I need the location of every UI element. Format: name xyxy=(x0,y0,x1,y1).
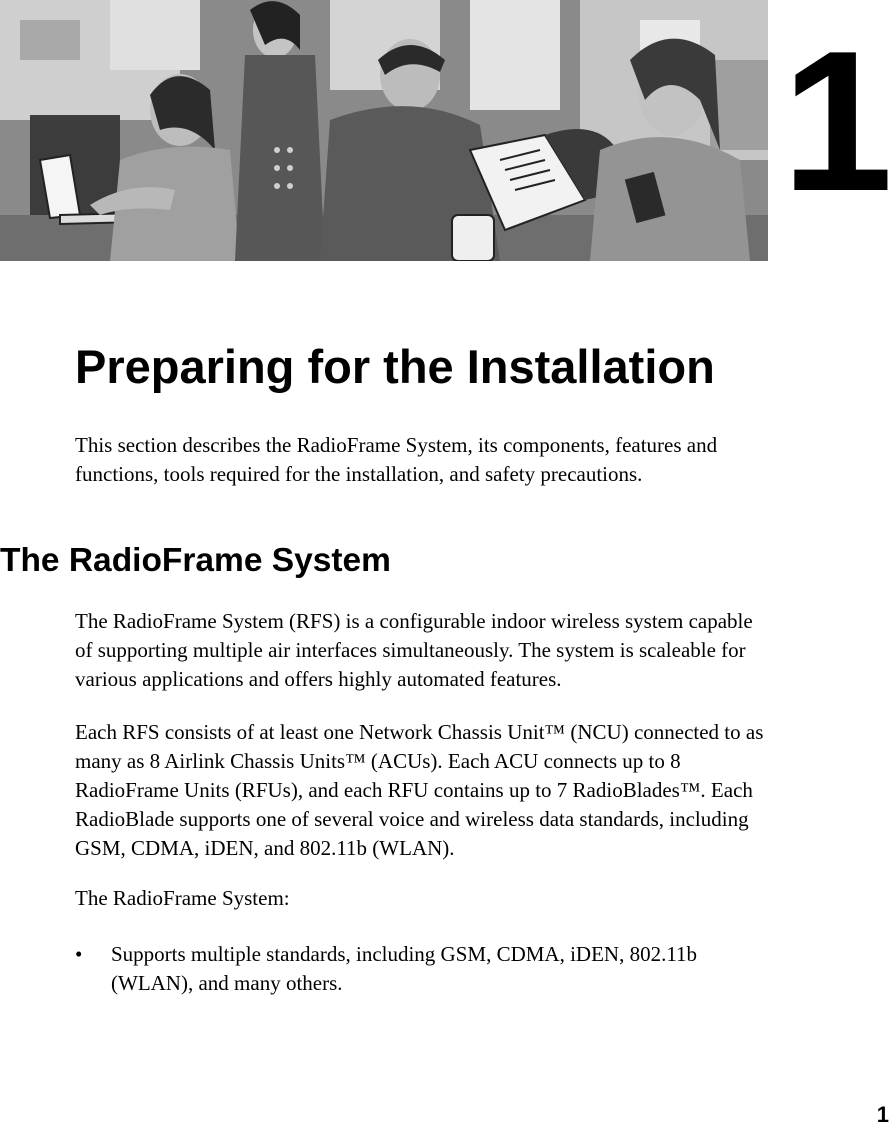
paragraph-line: RadioBlade supports one of several voice and wireless data standards, including xyxy=(75,807,749,831)
bullet-dot-icon: • xyxy=(75,942,83,966)
intro-line: This section describes the RadioFrame System, its components, features and xyxy=(75,433,718,457)
office-workers-illustration xyxy=(0,0,768,261)
features-intro-paragraph: The RadioFrame System: xyxy=(75,886,290,910)
paragraph-line: RadioFrame Units (RFUs), and each RFU contains up to 7 RadioBlades™. Each xyxy=(75,778,753,802)
intro-line: functions, tools required for the installation, and safety precautions. xyxy=(75,462,643,486)
bullet-text xyxy=(111,940,697,998)
bullet-line: (WLAN), and many others. xyxy=(111,971,343,995)
paragraph-line: various applications and offers highly automated features. xyxy=(75,667,562,691)
paragraph-line: of supporting multiple air interfaces simultaneously. The system is scaleable for xyxy=(75,638,746,662)
paragraph-line: Each RFS consists of at least one Network Chassis Unit™ (NCU) connected to as xyxy=(75,720,764,744)
chapter-title: Preparing for the Installation xyxy=(75,340,715,393)
rfs-components-paragraph xyxy=(75,718,763,863)
chapter-number: 1 xyxy=(781,10,889,233)
rfs-overview-paragraph xyxy=(75,607,753,694)
paragraph-line: many as 8 Airlink Chassis Units™ (ACUs). Each ACU connects up to 8 xyxy=(75,749,681,773)
paragraph-line: The RadioFrame System (RFS) is a configurable indoor wireless system capable xyxy=(75,609,753,633)
paragraph-line: GSM, CDMA, iDEN, and 802.11b (WLAN). xyxy=(75,836,455,860)
bullet-line: Supports multiple standards, including GSM, CDMA, iDEN, 802.11b xyxy=(111,942,698,966)
section-heading: The RadioFrame System xyxy=(0,542,391,579)
page-number: 1 xyxy=(876,1102,889,1127)
keypad-device xyxy=(452,215,494,261)
intro-paragraph xyxy=(75,431,717,489)
